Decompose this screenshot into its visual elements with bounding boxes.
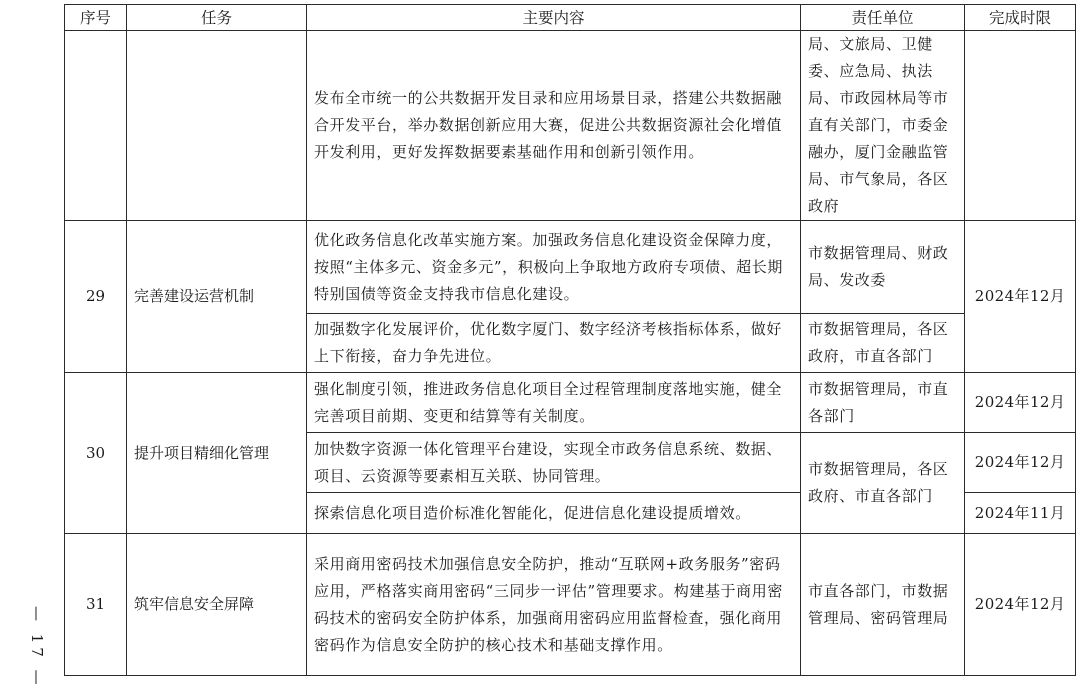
- cell-deadline: 2024年12月: [965, 534, 1076, 676]
- task-table: [64, 4, 1076, 676]
- cell-content: 探索信息化项目造价标准化智能化，促进信息化建设提质增效。: [307, 493, 801, 534]
- cell-content: 优化政务信息化改革实施方案。加强政务信息化建设资金保障力度，按照“主体多元、资金多元”，积极向上争取地方政府专项债、超长期特别国债等资金支持我市信息化建设。: [307, 221, 801, 314]
- header-task: 任务: [127, 5, 307, 31]
- cell-task: 筑牢信息安全屏障: [127, 534, 307, 676]
- cell-content: 发布全市统一的公共数据开发目录和应用场景目录，搭建公共数据融合开发平台，举办数据创新应用大赛，促进公共数据资源社会化增值开发利用，更好发挥数据要素基础作用和创新引领作用。: [307, 31, 801, 221]
- cell-seq: [65, 31, 127, 221]
- cell-deadline: 2024年12月: [965, 373, 1076, 433]
- header-content: 主要内容: [307, 5, 801, 31]
- cell-unit: 市直各部门，市数据管理局、密码管理局: [801, 534, 965, 676]
- cell-content: 强化制度引领，推进政务信息化项目全过程管理制度落地实施，健全完善项目前期、变更和结算等有关制度。: [307, 373, 801, 433]
- cell-unit: 市数据管理局，市直各部门: [801, 373, 965, 433]
- page-number: — 17 —: [28, 606, 46, 689]
- cell-task: 提升项目精细化管理: [127, 373, 307, 534]
- table-row: [65, 534, 1076, 676]
- cell-content: 采用商用密码技术加强信息安全防护，推动“互联网+政务服务”密码应用，严格落实商用密码“三同步一评估”管理要求。构建基于商用密码技术的密码安全防护体系，加强商用密码应用监督检查，强化商用密码作为信息安全防护的核心技术和基础支撑作用。: [307, 534, 801, 676]
- cell-seq: 30: [65, 373, 127, 534]
- cell-deadline: 2024年11月: [965, 493, 1076, 534]
- cell-deadline: 2024年12月: [965, 433, 1076, 493]
- cell-seq: 29: [65, 221, 127, 373]
- cell-seq: 31: [65, 534, 127, 676]
- cell-unit: 局、文旅局、卫健委、应急局、执法局、市政园林局等市直有关部门，市委金融办，厦门金融监管局、市气象局，各区政府: [801, 31, 965, 221]
- cell-content: 加强数字化发展评价，优化数字厦门、数字经济考核指标体系，做好上下衔接，奋力争先进位。: [307, 314, 801, 373]
- cell-deadline: 2024年12月: [965, 221, 1076, 373]
- cell-content: 加快数字资源一体化管理平台建设，实现全市政务信息系统、数据、项目、云资源等要素相互关联、协同管理。: [307, 433, 801, 493]
- cell-unit: 市数据管理局，各区政府，市直各部门: [801, 314, 965, 373]
- cell-unit: 市数据管理局、财政局、发改委: [801, 221, 965, 314]
- header-seq: 序号: [65, 5, 127, 31]
- table-row: [65, 221, 1076, 314]
- table-row: [65, 373, 1076, 433]
- cell-deadline: [965, 31, 1076, 221]
- table-row: [65, 31, 1076, 221]
- table-header-row: [65, 5, 1076, 31]
- cell-task: 完善建设运营机制: [127, 221, 307, 373]
- cell-unit: 市数据管理局，各区政府、市直各部门: [801, 433, 965, 534]
- header-deadline: 完成时限: [965, 5, 1076, 31]
- header-unit: 责任单位: [801, 5, 965, 31]
- cell-task: [127, 31, 307, 221]
